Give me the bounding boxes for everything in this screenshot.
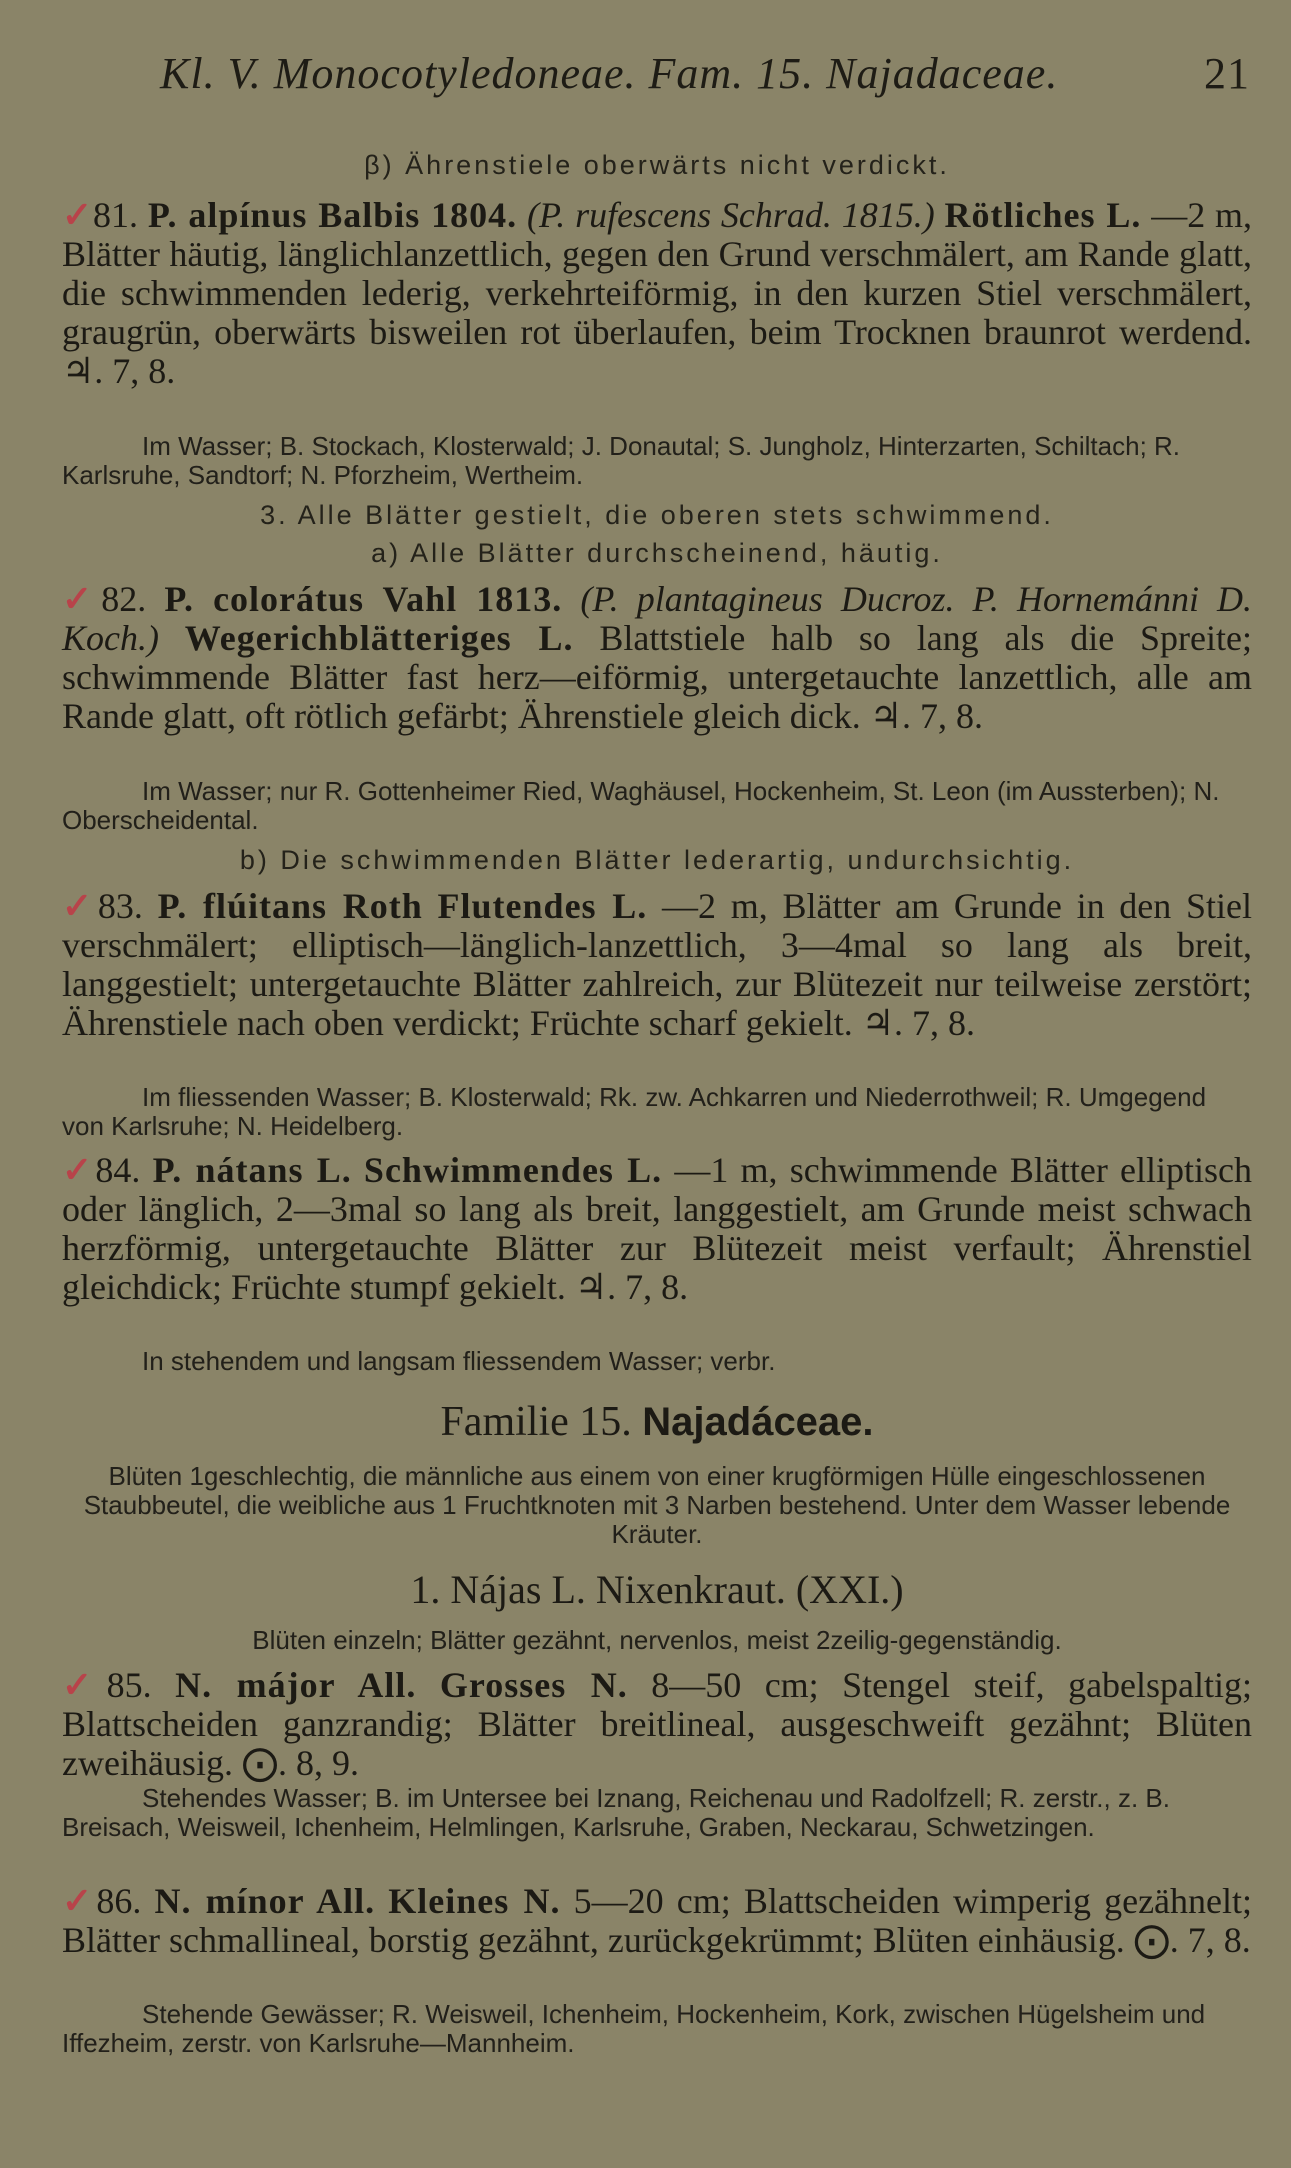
- species-name: P. colorátus Vahl 1813.: [164, 579, 563, 619]
- description: 8—50 cm; Stengel steif, gabelspaltig; Blattscheiden ganzrandig; Blätter breitlineal, ausgeschweift gezähnt; Blüten zweihäusig. ⨀. 8, 9.: [62, 1665, 1253, 1783]
- header-title: Kl. V. Monocotyledoneae. Fam. 15. Najadaceae.: [160, 49, 1059, 98]
- locality-82: Im Wasser; nur R. Gottenheimer Ried, Waghäusel, Hockenheim, St. Leon (im Aussterben); N. Oberscheidental.: [62, 776, 1220, 835]
- genus-heading: 1. Nájas L. Nixenkraut. (XXI.): [410, 1567, 904, 1612]
- entry-number: 85.: [106, 1665, 152, 1705]
- page-number: 21: [1204, 49, 1250, 98]
- entry-number: 81.: [93, 195, 138, 235]
- genus-description: Blüten einzeln; Blätter gezähnt, nervenlos, meist 2zeilig-gegenständig.: [252, 1625, 1062, 1655]
- family-name: Najadáceae.: [642, 1400, 874, 1444]
- species-name: N. mínor All.: [154, 1881, 376, 1921]
- locality-83: Im fliessenden Wasser; B. Klosterwald; Rk. zw. Achkarren und Niederrothweil; R. Umgegend von Karlsruhe; N. Heidelberg.: [62, 1082, 1207, 1141]
- description: —2 m, Blätter häutig, länglichlanzettlich, gegen den Grund verschmälert, am Rande glatt, die schwimmenden lederig, verkehrteiförmig, in den kurzen Stiel verschmälert, graugrün, oberwärts bisweilen rot überlaufen, beim Trocknen braunrot werdend. ♃. 7, 8.: [62, 195, 1253, 391]
- synonym: (P. rufescens Schrad. 1815.): [526, 195, 935, 235]
- species-name: N. májor All.: [175, 1665, 417, 1705]
- locality-86: Stehende Gewässer; R. Weisweil, Ichenheim, Hockenheim, Kork, zwischen Hügelsheim und Iffezheim, zerstr. von Karlsruhe—Mannheim.: [62, 1999, 1206, 2058]
- family-label: Familie 15.: [440, 1399, 632, 1445]
- common-name: Rötliches L.: [944, 195, 1142, 235]
- species-name: P. flúitans Roth: [157, 886, 423, 926]
- locality-85: Stehendes Wasser; B. im Untersee bei Iznang, Reichenau und Radolfzell; R. zerstr., z. B. Breisach, Weisweil, Ichenheim, Helmlingen, Karlsruhe, Graben, Neckarau, Schwetzingen.: [62, 1783, 1170, 1842]
- entry-81: ✓81. P. alpínus Balbis 1804. (P. rufescens Schrad. 1815.) Rötliches L. —2 m, Blätter häutig, länglichlanzettlich, gegen den Grund verschmälert, am Rande glatt, die schwimmenden lederig, verkehrteiförmig, in den kurzen Stiel verschmälert, graugrün, oberwärts bisweilen rot überlaufen, beim Trocknen braunrot werdend. ♃. 7, 8.: [62, 195, 1253, 391]
- common-name: Schwimmendes L.: [363, 1150, 663, 1190]
- family-heading: [62, 1398, 1252, 1446]
- entry-82: ✓82. P. colorátus Vahl 1813. (P. plantagineus Ducroz. P. Hornemánni D. Koch.) Wegerichblätteriges L. Blattstiele halb so lang als die Spreite; schwimmende Blätter fast herz—eiförmig, untergetauchte lanzettlich, alle am Rande glatt, oft rötlich gefärbt; Ährenstiele gleich dick. ♃. 7, 8.: [62, 579, 1253, 736]
- entry-86: ✓86. N. mínor All. Kleines N. 5—20 cm; Blattscheiden wimperig gezähnelt; Blätter schmallineal, borstig gezähnt, zurückgekrümmt; Blüten einhäusig. ⨀. 7, 8.: [62, 1881, 1253, 1960]
- species-name: P. alpínus Balbis 1804.: [147, 195, 518, 235]
- subsection-beta: β) Ährenstiele oberwärts nicht verdickt.: [364, 150, 950, 180]
- species-name: P. nátans L.: [152, 1150, 352, 1190]
- subsection-b: b) Die schwimmenden Blätter lederartig, undurchsichtig.: [239, 845, 1075, 875]
- locality-84: In stehendem und langsam fliessendem Wasser; verbr.: [142, 1346, 776, 1376]
- entry-number: 82.: [101, 579, 147, 619]
- entry-number: 83.: [97, 886, 143, 926]
- entry-83: ✓83. P. flúitans Roth Flutendes L. —2 m, Blätter am Grunde in den Stiel verschmälert; elliptisch—länglich-lanzettlich, 3—4mal so lang als breit, langgestielt; untergetauchte Blätter zahlreich, zur Blütezeit nur teilweise zerstört; Ährenstiele nach oben verdickt; Früchte scharf gekielt. ♃. 7, 8.: [62, 886, 1253, 1043]
- common-name: Flutendes L.: [437, 886, 648, 926]
- entry-number: 86.: [96, 1881, 142, 1921]
- description: 5—20 cm; Blattscheiden wimperig gezähnelt; Blätter schmallineal, borstig gezähnt, zurückgekrümmt; Blüten einhäusig. ⨀. 7, 8.: [62, 1881, 1253, 1960]
- family-description: Blüten 1geschlechtig, die männliche aus einem von einer krugförmigen Hülle eingeschlossenen Staubbeutel, die weibliche aus 1 Fruchtknoten mit 3 Narben bestehend. Unter dem Wasser lebende Kräuter.: [83, 1461, 1231, 1549]
- entry-85: ✓85. N. májor All. Grosses N. 8—50 cm; Stengel steif, gabelspaltig; Blattscheiden ganzrandig; Blätter breitlineal, ausgeschweift gezähnt; Blüten zweihäusig. ⨀. 8, 9.: [62, 1665, 1253, 1783]
- description: —1 m, schwimmende Blätter elliptisch oder länglich, 2—3mal so lang als breit, langgestielt, am Grunde meist schwach herzförmig, untergetauchte Blätter zur Blütezeit meist verfault; Ährenstiel gleichdick; Früchte stumpf gekielt. ♃. 7, 8.: [62, 1150, 1253, 1307]
- subsection-3: 3. Alle Blätter gestielt, die oberen stets schwimmend.: [260, 500, 1054, 530]
- common-name: Grosses N.: [439, 1665, 628, 1705]
- entry-84: ✓84. P. nátans L. Schwimmendes L. —1 m, schwimmende Blätter elliptisch oder länglich, 2—3mal so lang als breit, langgestielt, am Grunde meist schwach herzförmig, untergetauchte Blätter zur Blütezeit meist verfault; Ährenstiel gleichdick; Früchte stumpf gekielt. ♃. 7, 8.: [62, 1150, 1253, 1307]
- entry-number: 84.: [95, 1150, 141, 1190]
- description: —2 m, Blätter am Grunde in den Stiel verschmälert; elliptisch—länglich-lanzettlich, 3—4mal so lang als breit, langgestielt; untergetauchte Blätter zahlreich, zur Blütezeit nur teilweise zerstört; Ährenstiele nach oben verdickt; Früchte scharf gekielt. ♃. 7, 8.: [62, 886, 1253, 1043]
- synonym: (P. plantagineus Ducroz. P. Hornemánni D. Koch.): [62, 579, 1253, 658]
- common-name: Wegerichblätteriges L.: [184, 618, 574, 658]
- running-header: [160, 48, 1250, 99]
- subsection-a: a) Alle Blätter durchscheinend, häutig.: [371, 538, 943, 568]
- locality-81: Im Wasser; B. Stockach, Klosterwald; J. Donautal; S. Jungholz, Hinterzarten, Schiltach; R. Karlsruhe, Sandtorf; N. Pforzheim, Wertheim.: [62, 431, 1181, 490]
- common-name: Kleines N.: [388, 1881, 561, 1921]
- description: Blattstiele halb so lang als die Spreite; schwimmende Blätter fast herz—eiförmig, untergetauchte lanzettlich, alle am Rande glatt, oft rötlich gefärbt; Ährenstiele gleich dick. ♃. 7, 8.: [62, 618, 1253, 736]
